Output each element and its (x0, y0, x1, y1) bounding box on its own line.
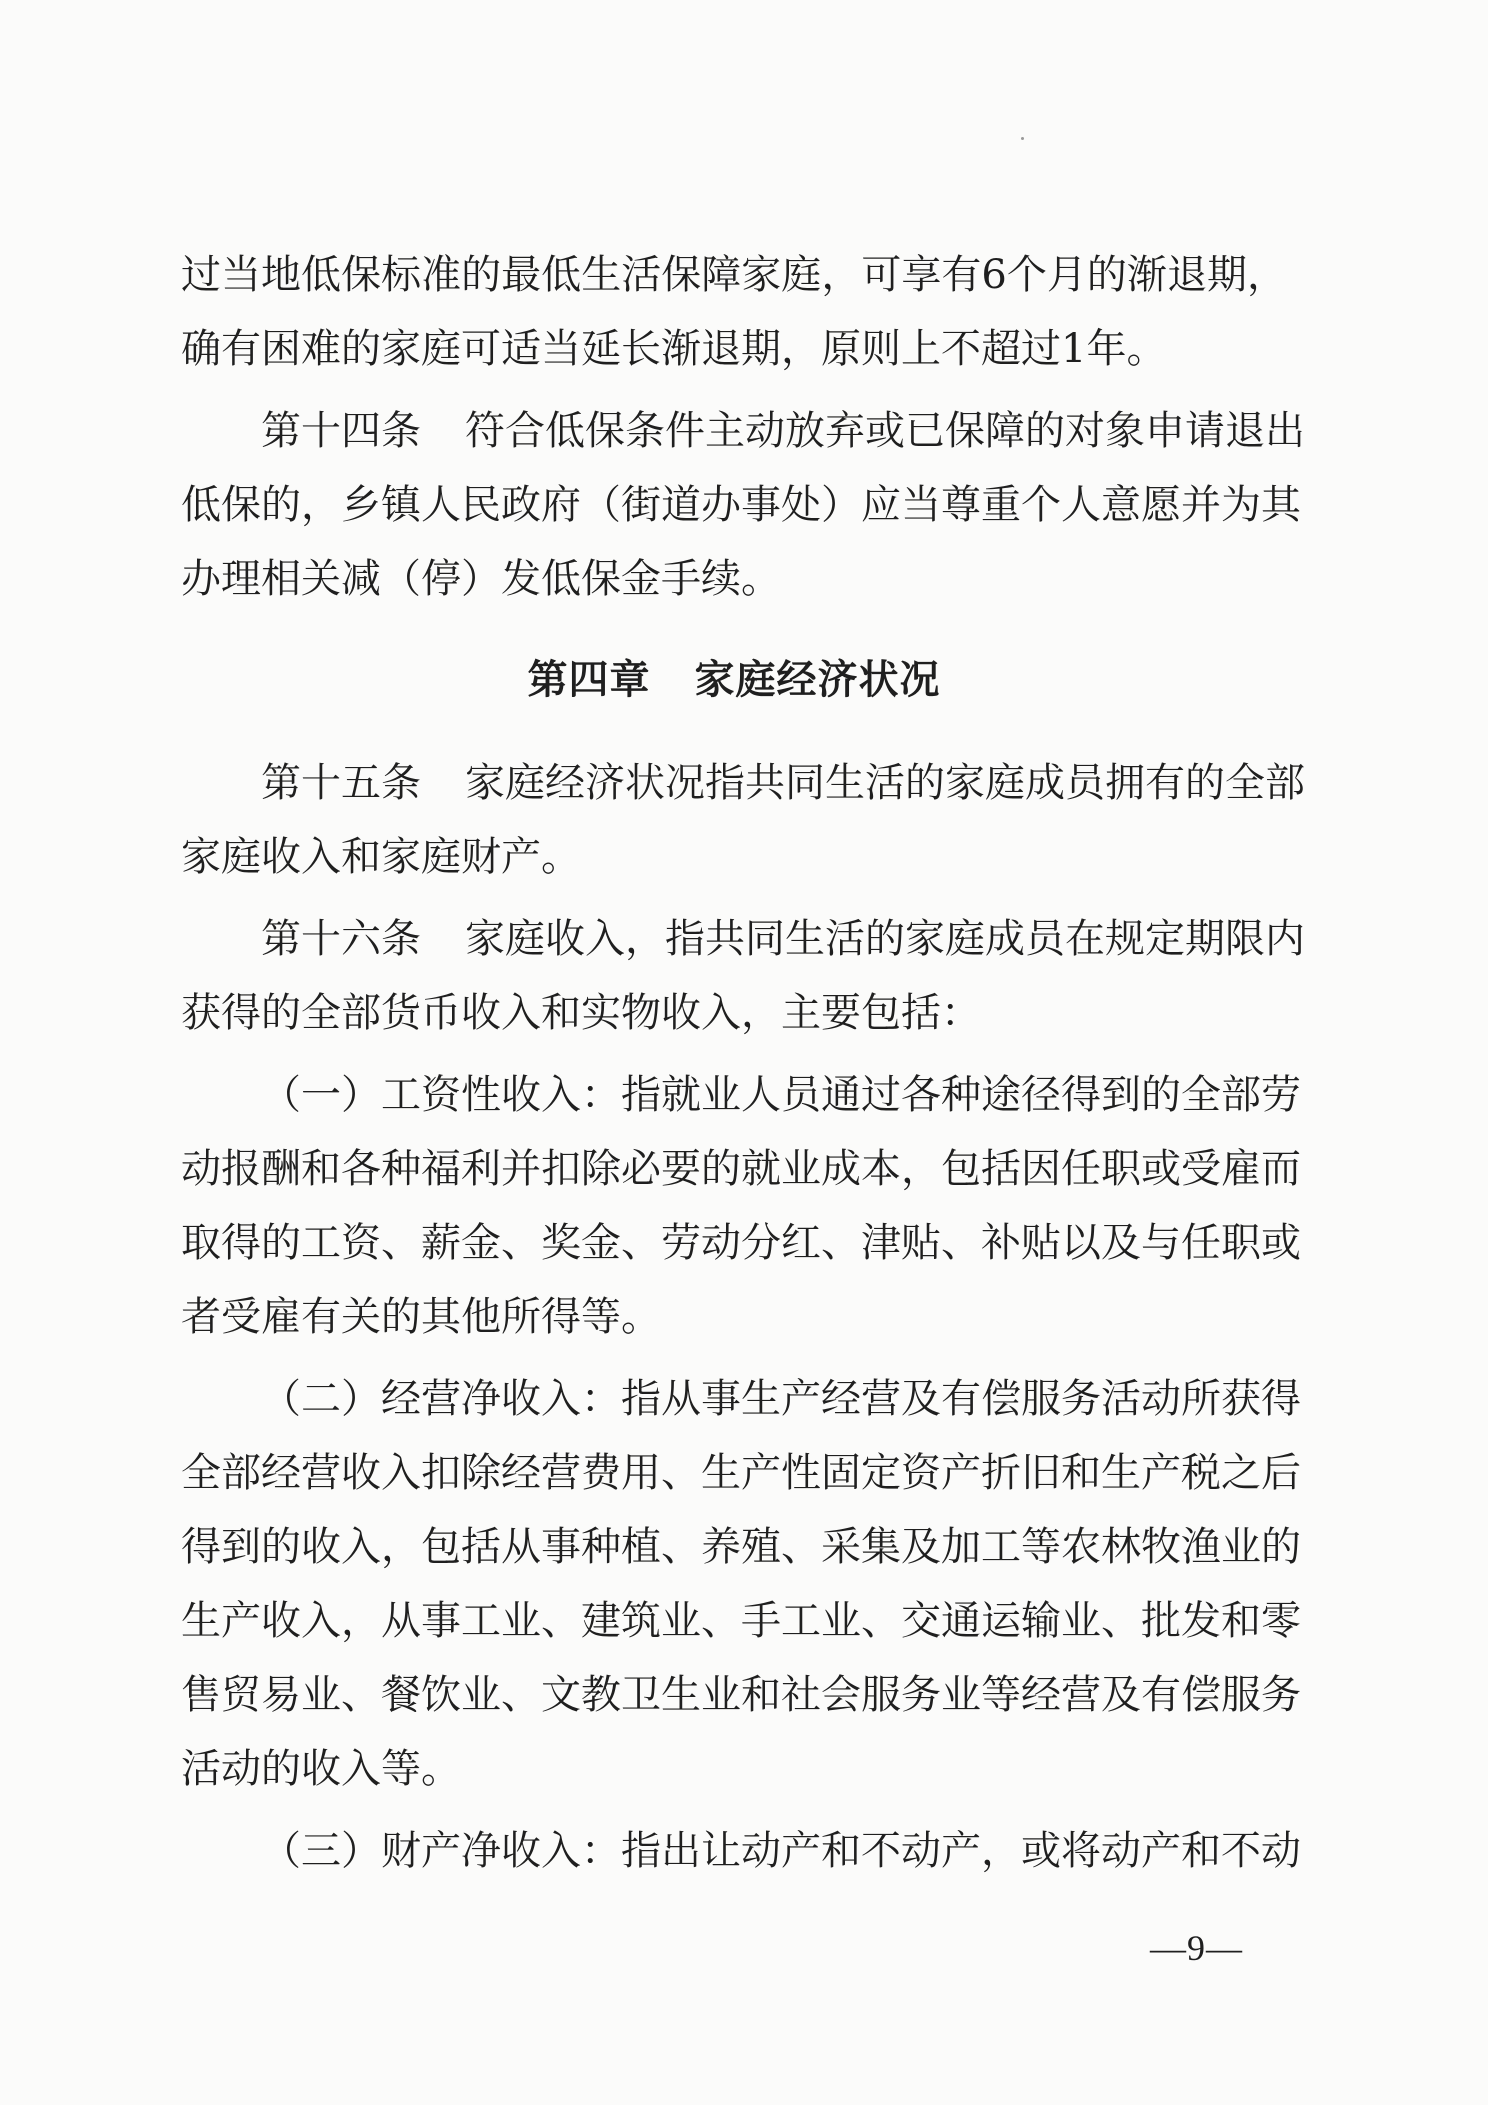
text-line: 得到的收入，包括从事种植、养殖、采集及加工等农林牧渔业的 (181, 1524, 1301, 1570)
document-body (181, 238, 1305, 1888)
page-number: —9— (1150, 1928, 1243, 1968)
text-line: 办理相关减（停）发低保金手续。 (181, 556, 781, 602)
text-line: （二）经营净收入：指从事生产经营及有偿服务活动所获得 (261, 1376, 1301, 1422)
article-15-label: 第十五条 (261, 760, 421, 806)
text-line: 确有困难的家庭可适当延长渐退期，原则上不超过1年。 (181, 326, 1167, 372)
text-line: 动报酬和各种福利并扣除必要的就业成本，包括因任职或受雇而 (181, 1146, 1301, 1192)
text-line: 活动的收入等。 (181, 1746, 461, 1792)
article-15-text: 家庭经济状况指共同生活的家庭成员拥有的全部 (465, 760, 1305, 806)
article-16-label: 第十六条 (261, 916, 421, 962)
text-line: 低保的，乡镇人民政府（街道办事处）应当尊重个人意愿并为其 (181, 482, 1301, 528)
text-line: 获得的全部货币收入和实物收入，主要包括： (181, 990, 981, 1036)
article-14-text: 符合低保条件主动放弃或已保障的对象申请退出 (465, 408, 1305, 454)
text-line: （一）工资性收入：指就业人员通过各种途径得到的全部劳 (261, 1072, 1301, 1118)
article-16-text: 家庭收入，指共同生活的家庭成员在规定期限内 (465, 916, 1305, 962)
text-line: （三）财产净收入：指出让动产和不动产，或将动产和不动 (261, 1828, 1301, 1874)
text-line: 生产收入，从事工业、建筑业、手工业、交通运输业、批发和零 (181, 1598, 1301, 1644)
chapter-title: 家庭经济状况 (694, 657, 941, 703)
article-14-line-1 (181, 394, 1305, 468)
chapter-heading (181, 626, 1287, 734)
article-14-label: 第十四条 (261, 408, 421, 454)
text-line: 全部经营收入扣除经营费用、生产性固定资产折旧和生产税之后 (181, 1450, 1301, 1496)
text-line: 售贸易业、餐饮业、文教卫生业和社会服务业等经营及有偿服务 (181, 1672, 1301, 1718)
text-line: 家庭收入和家庭财产。 (181, 834, 581, 880)
scan-speck (1021, 137, 1024, 140)
article-15-line-1 (181, 746, 1305, 820)
text-line: 取得的工资、薪金、奖金、劳动分红、津贴、补贴以及与任职或 (181, 1220, 1301, 1266)
chapter-number: 第四章 (527, 657, 651, 703)
text-line: 过当地低保标准的最低生活保障家庭，可享有6个月的渐退期， (181, 252, 1287, 298)
article-16-line-1 (181, 902, 1305, 976)
text-line: 者受雇有关的其他所得等。 (181, 1294, 661, 1340)
